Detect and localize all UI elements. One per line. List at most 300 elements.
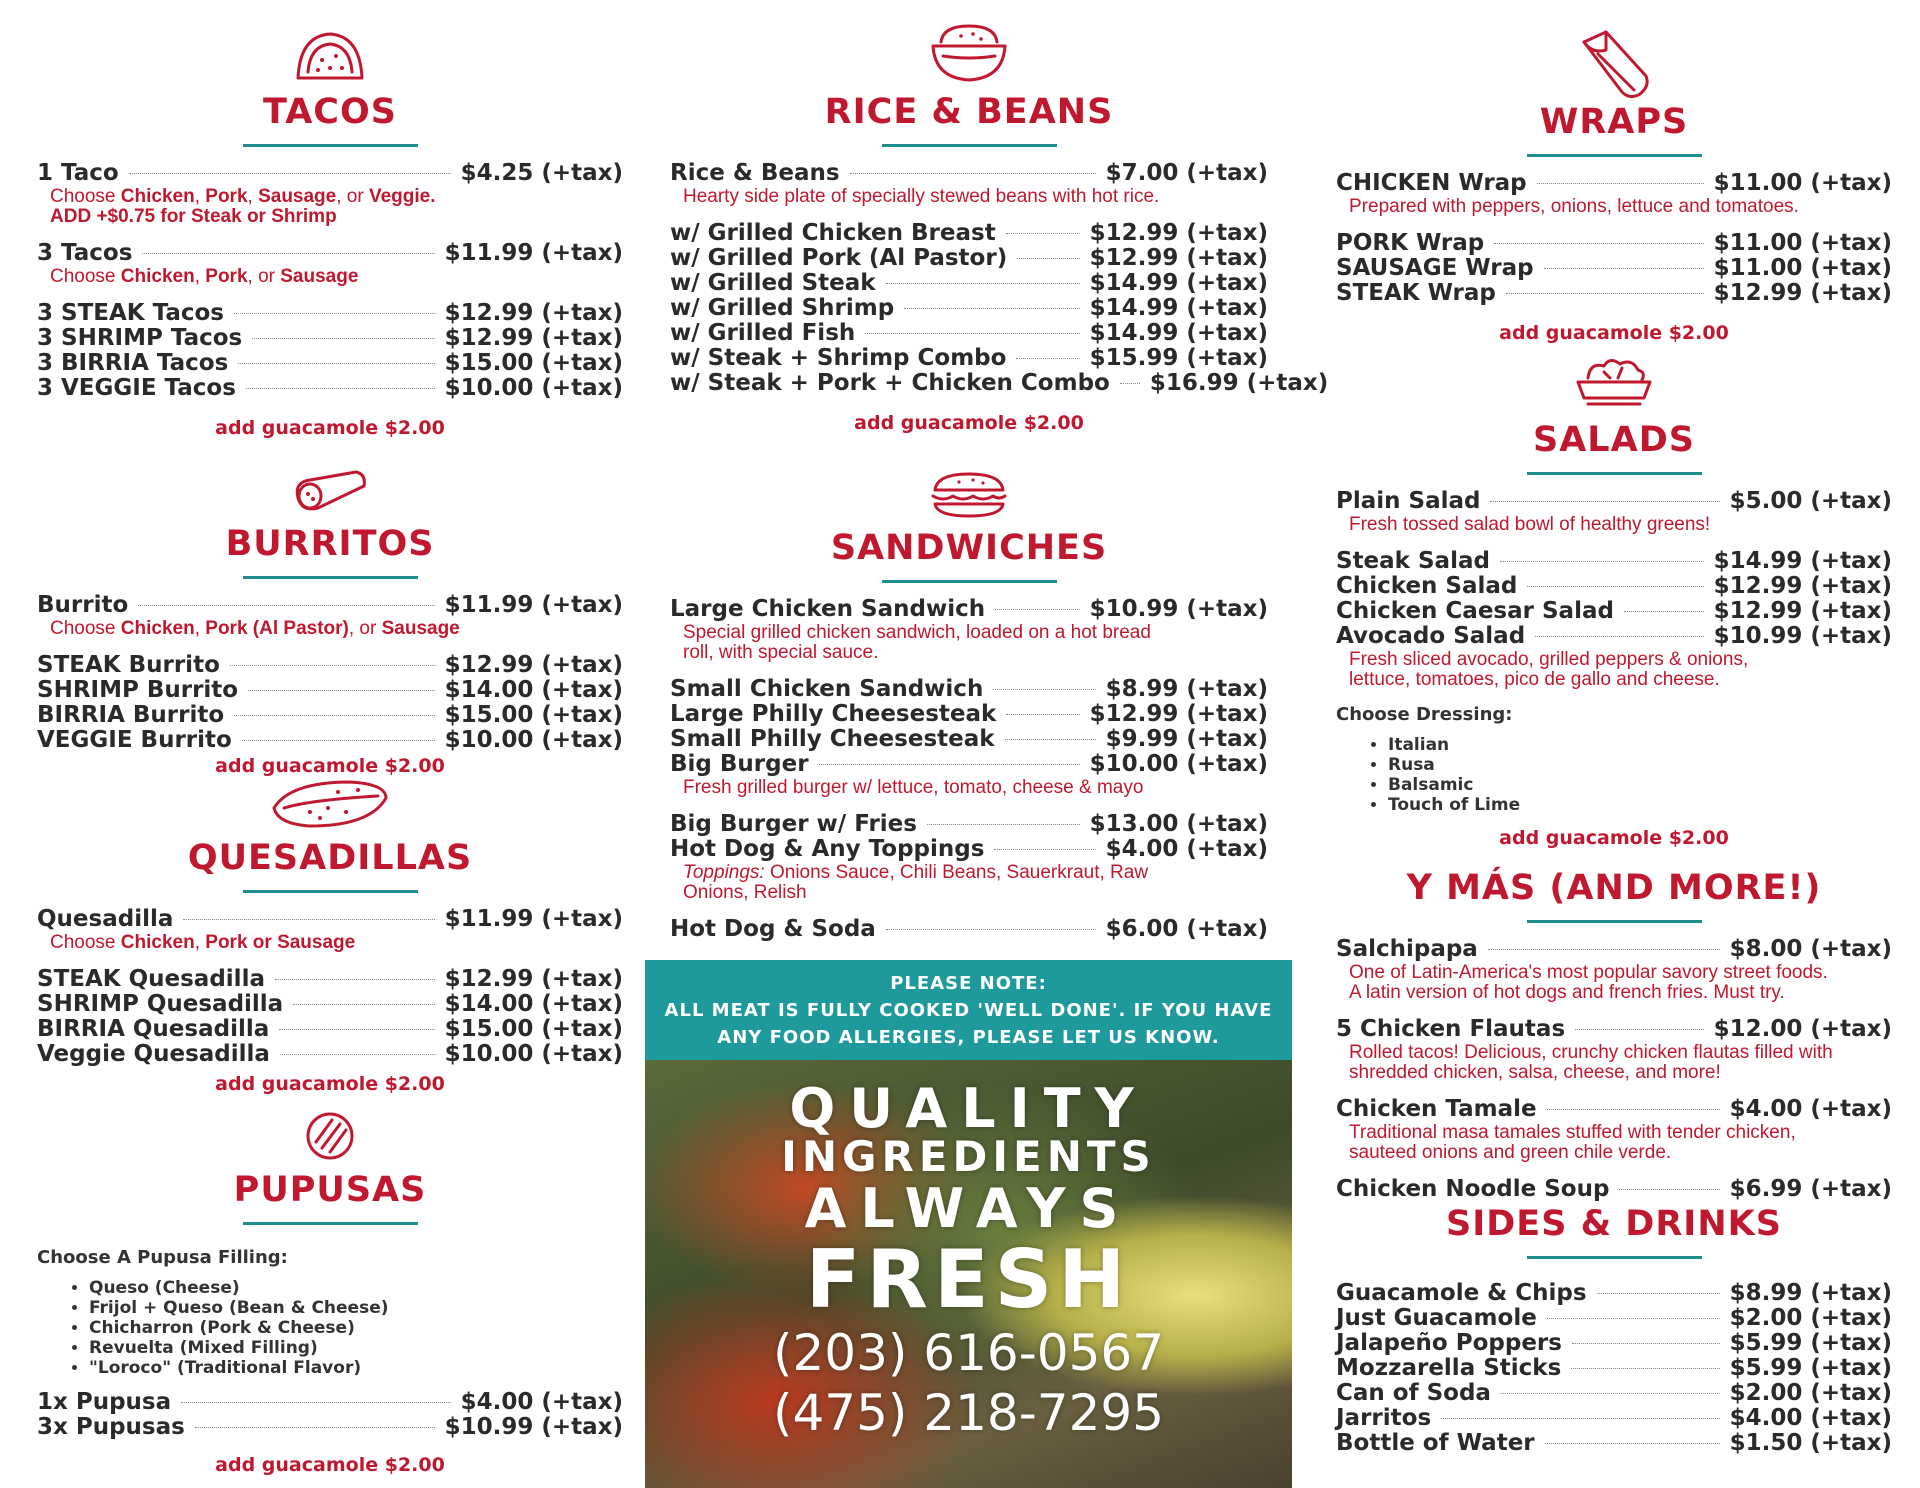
desc-text: ,: [247, 186, 259, 207]
item-price: $13.00 (+tax): [1089, 811, 1268, 837]
dot-leader: [181, 1402, 450, 1403]
menu-item: [1336, 1177, 1892, 1202]
item-name: CHICKEN Wrap: [1336, 170, 1527, 196]
item-price: $10.00 (+tax): [444, 375, 623, 401]
option: Sausage: [280, 266, 359, 287]
dot-leader: [275, 979, 435, 980]
desc-text: , or: [336, 186, 369, 207]
quesadilla-icon: [270, 778, 390, 830]
option: Pork (Al Pastor): [205, 618, 349, 639]
item-name: Rice & Beans: [670, 160, 840, 186]
desc-text: ,: [194, 932, 206, 953]
item-price: $4.00 (+tax): [1105, 836, 1268, 862]
option: Pork: [205, 266, 248, 287]
dot-leader: [246, 388, 435, 389]
option: Chicken: [120, 266, 195, 287]
section-title: QUESADILLAS: [187, 838, 473, 878]
menu-item: [37, 593, 623, 618]
desc-text: Choose: [50, 186, 121, 207]
option: Sausage: [381, 618, 460, 639]
item-name: Chicken Salad: [1336, 573, 1518, 599]
item-name: Small Chicken Sandwich: [670, 676, 984, 702]
item-name: Can of Soda: [1336, 1380, 1491, 1406]
item-description: [37, 187, 623, 227]
dot-leader: [865, 333, 1079, 334]
item-price: $8.00 (+tax): [1729, 936, 1892, 962]
item-description: [37, 267, 623, 287]
menu-item: [1336, 574, 1892, 599]
item-name: Quesadilla: [37, 906, 174, 932]
phone-number[interactable]: (203) 616-0567: [772, 1324, 1165, 1382]
desc-line: One of Latin-America's most popular savory street foods.: [1349, 962, 1828, 983]
menu-item: [37, 1415, 623, 1440]
sandwiches-section: [670, 470, 1268, 942]
dot-leader: [1572, 1343, 1720, 1344]
dot-leader: [1494, 243, 1703, 244]
section-divider: [243, 576, 418, 579]
item-price: $11.99 (+tax): [444, 592, 623, 618]
dressing-label: Choose Dressing:: [1336, 704, 1513, 725]
item-price: $11.00 (+tax): [1713, 230, 1892, 256]
desc-line: Onions, Relish: [683, 882, 807, 903]
item-name: Hot Dog & Any Toppings: [670, 836, 985, 862]
item-name: SHRIMP Burrito: [37, 677, 239, 703]
menu-item: [37, 703, 623, 728]
more-section: [1336, 868, 1892, 1202]
notice-line: ALL MEAT IS FULLY COOKED 'WELL DONE'. IF YOU HAVE: [664, 1000, 1273, 1021]
desc-text: Choose: [50, 266, 121, 287]
item-price: $5.99 (+tax): [1729, 1355, 1892, 1381]
dot-leader: [195, 1427, 435, 1428]
item-name: w/ Grilled Chicken Breast: [670, 220, 996, 246]
item-price: $11.99 (+tax): [444, 240, 623, 266]
dot-leader: [1017, 258, 1079, 259]
dot-leader: [886, 283, 1080, 284]
menu-item: [670, 702, 1268, 727]
dot-leader: [1537, 183, 1704, 184]
dot-leader: [850, 173, 1096, 174]
item-description: [670, 623, 1268, 663]
dot-leader: [142, 253, 434, 254]
promo-line: INGREDIENTS: [781, 1132, 1156, 1181]
item-price: $5.99 (+tax): [1729, 1330, 1892, 1356]
item-price: $11.00 (+tax): [1713, 170, 1892, 196]
item-price: $4.25 (+tax): [460, 160, 623, 186]
menu-item: [670, 597, 1268, 622]
item-name: Veggie Quesadilla: [37, 1041, 270, 1067]
section-title: SANDWICHES: [830, 528, 1108, 568]
item-description: [37, 933, 623, 953]
desc-text: Choose: [50, 618, 121, 639]
item-name: Plain Salad: [1336, 488, 1481, 514]
dot-leader: [230, 665, 435, 666]
item-price: $11.00 (+tax): [1713, 255, 1892, 281]
dot-leader: [238, 363, 434, 364]
item-price: $2.00 (+tax): [1729, 1380, 1892, 1406]
menu-item: [37, 653, 623, 678]
promo-line: ALWAYS: [804, 1177, 1133, 1240]
item-price: $12.99 (+tax): [1089, 701, 1268, 727]
item-price: $10.00 (+tax): [444, 1041, 623, 1067]
dot-leader: [1545, 1443, 1720, 1444]
item-price: $12.99 (+tax): [444, 325, 623, 351]
item-name: STEAK Quesadilla: [37, 966, 265, 992]
sides-drinks-section: [1336, 1204, 1892, 1456]
menu-item: [1336, 489, 1892, 514]
quesadillas-section: [37, 778, 623, 1095]
item-price: $7.00 (+tax): [1105, 160, 1268, 186]
menu-item: [670, 370, 1329, 396]
item-name: Large Chicken Sandwich: [670, 596, 986, 622]
list-item: • Frijol + Queso (Bean & Cheese): [89, 1298, 623, 1318]
menu-item: [670, 221, 1268, 246]
option: Pork or Sausage: [205, 932, 356, 953]
menu-item: [1336, 1097, 1892, 1122]
desc-line: Onions Sauce, Chili Beans, Sauerkraut, Raw: [764, 862, 1149, 883]
item-price: $14.99 (+tax): [1089, 295, 1268, 321]
item-price: $14.99 (+tax): [1089, 320, 1268, 346]
menu-item: [37, 326, 623, 351]
item-price: $14.99 (+tax): [1713, 548, 1892, 574]
option: Veggie.: [368, 186, 436, 207]
desc-text: , or: [247, 266, 281, 287]
item-price: $15.00 (+tax): [444, 702, 623, 728]
desc-text: ,: [194, 186, 206, 207]
menu-item: [1336, 1406, 1892, 1431]
item-name: Big Burger w/ Fries: [670, 811, 917, 837]
item-name: Chicken Caesar Salad: [1336, 598, 1614, 624]
item-description: Fresh grilled burger w/ lettuce, tomato, cheese & mayo: [683, 777, 1144, 798]
add-on-note: ADD +$0.75 for Steak or Shrimp: [50, 206, 337, 227]
section-divider: [1527, 1256, 1702, 1259]
item-name: 3 Tacos: [37, 240, 133, 266]
list-item: • Rusa: [1388, 755, 1892, 775]
desc-line: Fresh sliced avocado, grilled peppers & onions,: [1349, 649, 1749, 670]
item-name: VEGGIE Burrito: [37, 727, 232, 753]
item-price: $15.00 (+tax): [444, 1016, 623, 1042]
pupusas-section: [37, 1110, 623, 1476]
item-name: SAUSAGE Wrap: [1336, 255, 1534, 281]
item-description: [1336, 1123, 1892, 1163]
item-description: [670, 863, 1268, 903]
menu-item: [1336, 1306, 1892, 1331]
menu-item: [670, 917, 1268, 942]
option: Chicken: [120, 186, 195, 207]
food-photo-promo: [645, 1060, 1292, 1488]
section-title: SIDES & DRINKS: [1446, 1204, 1782, 1244]
dot-leader: [1006, 714, 1079, 715]
item-price: $1.50 (+tax): [1729, 1430, 1892, 1456]
item-name: Chicken Noodle Soup: [1336, 1176, 1610, 1202]
sandwich-icon: [929, 470, 1009, 520]
item-price: $16.99 (+tax): [1149, 370, 1329, 396]
section-divider: [882, 580, 1057, 583]
filling-list: [37, 1278, 623, 1378]
section-divider: [243, 144, 418, 147]
item-name: w/ Steak + Pork + Chicken Combo: [670, 370, 1110, 396]
option: Chicken: [120, 618, 195, 639]
dot-leader: [904, 308, 1079, 309]
item-name: Bottle of Water: [1336, 1430, 1535, 1456]
desc-line: shredded chicken, salsa, cheese, and more!: [1349, 1062, 1721, 1083]
section-divider: [243, 1222, 418, 1225]
section-title: RICE & BEANS: [824, 92, 1114, 132]
item-name: 5 Chicken Flautas: [1336, 1016, 1566, 1042]
item-name: STEAK Burrito: [37, 652, 220, 678]
menu-item: [1336, 599, 1892, 624]
section-title: PUPUSAS: [233, 1170, 427, 1210]
item-name: Big Burger: [670, 751, 809, 777]
dot-leader: [1441, 1418, 1719, 1419]
item-name: Steak Salad: [1336, 548, 1490, 574]
notice-line: ANY FOOD ALLERGIES, PLEASE LET US KNOW.: [717, 1027, 1220, 1048]
dot-leader: [995, 609, 1079, 610]
menu-item: [37, 907, 623, 932]
section-divider: [243, 890, 418, 893]
dot-leader: [1619, 1189, 1719, 1190]
section-title: TACOS: [263, 92, 397, 132]
item-price: $14.99 (+tax): [1089, 270, 1268, 296]
filling-label: Choose A Pupusa Filling:: [37, 1247, 288, 1268]
allergy-notice: [645, 960, 1292, 1060]
item-price: $8.99 (+tax): [1105, 676, 1268, 702]
item-name: BIRRIA Quesadilla: [37, 1016, 270, 1042]
item-price: $12.99 (+tax): [1713, 280, 1892, 306]
dot-leader: [1506, 293, 1704, 294]
section-title: Y MÁS (AND MORE!): [1406, 868, 1822, 908]
menu-item: [1336, 937, 1892, 962]
list-item: • Touch of Lime: [1388, 795, 1892, 815]
item-name: PORK Wrap: [1336, 230, 1485, 256]
item-name: Guacamole & Chips: [1336, 1280, 1587, 1306]
menu-item: [670, 677, 1268, 702]
item-price: $10.00 (+tax): [1089, 751, 1268, 777]
item-name: 3 STEAK Tacos: [37, 300, 224, 326]
menu-item: [670, 271, 1268, 296]
item-price: $14.00 (+tax): [444, 677, 623, 703]
item-name: STEAK Wrap: [1336, 280, 1496, 306]
item-description: [1336, 1043, 1892, 1083]
menu-item: [1336, 549, 1892, 574]
item-name: Just Guacamole: [1336, 1305, 1537, 1331]
dot-leader: [993, 689, 1095, 690]
menu-item: [37, 1017, 623, 1042]
menu-item: [1336, 1431, 1892, 1456]
taco-icon: [292, 28, 368, 82]
desc-line: Rolled tacos! Delicious, crunchy chicken flautas filled with: [1349, 1042, 1833, 1063]
dot-leader: [1547, 1109, 1720, 1110]
guacamole-addon: add guacamole $2.00: [1499, 827, 1729, 849]
menu-item: [670, 837, 1268, 862]
menu-item: [37, 992, 623, 1017]
section-divider: [1527, 920, 1702, 923]
section-title: WRAPS: [1539, 102, 1689, 142]
item-name: 3 BIRRIA Tacos: [37, 350, 229, 376]
menu-item: [37, 728, 623, 753]
dot-leader: [1016, 358, 1079, 359]
menu-item: [670, 727, 1268, 752]
list-item: • Revuelta (Mixed Filling): [89, 1338, 623, 1358]
item-name: w/ Grilled Pork (Al Pastor): [670, 245, 1008, 271]
desc-line: A latin version of hot dogs and french fries. Must try.: [1349, 982, 1785, 1003]
item-price: $12.99 (+tax): [444, 966, 623, 992]
menu-item: [1336, 1331, 1892, 1356]
item-name: SHRIMP Quesadilla: [37, 991, 284, 1017]
option: Sausage: [258, 186, 337, 207]
item-name: w/ Steak + Shrimp Combo: [670, 345, 1007, 371]
section-title: SALADS: [1533, 420, 1695, 460]
item-description: [1336, 650, 1892, 690]
burritos-section: [37, 468, 623, 777]
guacamole-addon: add guacamole $2.00: [215, 417, 445, 439]
item-price: $4.00 (+tax): [460, 1389, 623, 1415]
menu-item: [670, 296, 1268, 321]
desc-text: ,: [194, 618, 206, 639]
dot-leader: [280, 1054, 435, 1055]
item-name: Hot Dog & Soda: [670, 916, 876, 942]
section-divider: [1527, 154, 1702, 157]
dot-leader: [234, 715, 434, 716]
menu-item: [37, 376, 623, 401]
dot-leader: [1005, 739, 1096, 740]
dot-leader: [279, 1029, 434, 1030]
item-name: Burrito: [37, 592, 129, 618]
item-description: [1336, 963, 1892, 1003]
dot-leader: [1544, 268, 1704, 269]
menu-item: [670, 321, 1268, 346]
item-description: Fresh tossed salad bowl of healthy greens!: [1349, 514, 1711, 535]
desc-line: roll, with special sauce.: [683, 642, 879, 663]
menu-item: [1336, 1381, 1892, 1406]
menu-item: [37, 161, 623, 186]
dot-leader: [1547, 1318, 1720, 1319]
wraps-section: [1336, 28, 1892, 344]
menu-item: [1336, 231, 1892, 256]
guacamole-addon: add guacamole $2.00: [215, 755, 445, 777]
dot-leader: [927, 824, 1080, 825]
item-price: $12.99 (+tax): [444, 300, 623, 326]
item-price: $11.99 (+tax): [444, 906, 623, 932]
dot-leader: [293, 1004, 434, 1005]
desc-line: sauteed onions and green chile verde.: [1349, 1142, 1672, 1163]
burrito-icon: [290, 468, 370, 514]
item-name: 3 VEGGIE Tacos: [37, 375, 236, 401]
item-price: $10.00 (+tax): [444, 727, 623, 753]
item-price: $4.00 (+tax): [1729, 1405, 1892, 1431]
desc-line: Special grilled chicken sandwich, loaded on a hot bread: [683, 622, 1151, 643]
item-price: $14.00 (+tax): [444, 991, 623, 1017]
rice-bowl-icon: [929, 22, 1009, 86]
desc-text: Choose: [50, 932, 121, 953]
dot-leader: [1120, 383, 1140, 384]
promo-line: QUALITY: [789, 1077, 1148, 1140]
dot-leader: [1006, 233, 1080, 234]
phone-number[interactable]: (475) 218-7295: [772, 1384, 1165, 1442]
dot-leader: [183, 919, 434, 920]
item-name: 1x Pupusa: [37, 1389, 172, 1415]
dot-leader: [1624, 611, 1704, 612]
dot-leader: [252, 338, 434, 339]
guacamole-addon: add guacamole $2.00: [854, 412, 1084, 434]
section-divider: [882, 144, 1057, 147]
salad-bowl-icon: [1574, 356, 1654, 416]
option: Chicken: [120, 932, 195, 953]
item-price: $12.99 (+tax): [1713, 598, 1892, 624]
item-price: $10.99 (+tax): [1089, 596, 1268, 622]
dot-leader: [234, 313, 435, 314]
menu-item: [1336, 171, 1892, 196]
dot-leader: [886, 929, 1096, 930]
guacamole-addon: add guacamole $2.00: [215, 1073, 445, 1095]
item-price: $10.99 (+tax): [1713, 623, 1892, 649]
item-price: $12.99 (+tax): [1089, 220, 1268, 246]
guacamole-addon: add guacamole $2.00: [215, 1454, 445, 1476]
dot-leader: [1571, 1368, 1719, 1369]
item-price: $12.99 (+tax): [444, 652, 623, 678]
item-name: Avocado Salad: [1336, 623, 1526, 649]
dressing-list: [1336, 735, 1892, 815]
dot-leader: [1501, 1393, 1720, 1394]
dot-leader: [1500, 561, 1704, 562]
dot-leader: [248, 690, 434, 691]
dot-leader: [129, 173, 451, 174]
item-price: $10.99 (+tax): [444, 1414, 623, 1440]
item-name: 3 SHRIMP Tacos: [37, 325, 243, 351]
dot-leader: [1535, 636, 1703, 637]
dot-leader: [138, 605, 434, 606]
option: Pork: [205, 186, 248, 207]
item-price: $12.00 (+tax): [1713, 1016, 1892, 1042]
item-name: 1 Taco: [37, 160, 119, 186]
item-description: [37, 619, 623, 639]
desc-line: lettuce, tomatoes, pico de gallo and cheese.: [1349, 669, 1720, 690]
menu-item: [37, 301, 623, 326]
wrap-icon: [1576, 28, 1652, 102]
item-name: w/ Grilled Shrimp: [670, 295, 895, 321]
dot-leader: [994, 849, 1095, 850]
menu-item: [1336, 281, 1892, 306]
dot-leader: [1597, 1293, 1720, 1294]
section-divider: [1527, 472, 1702, 475]
item-price: $15.99 (+tax): [1089, 345, 1268, 371]
notice-heading: PLEASE NOTE:: [890, 973, 1047, 994]
menu-item: [37, 1390, 623, 1415]
item-price: $2.00 (+tax): [1729, 1305, 1892, 1331]
item-name: Jalapeño Poppers: [1336, 1330, 1562, 1356]
list-item: • Chicharron (Pork & Cheese): [89, 1318, 623, 1338]
item-name: Large Philly Cheesesteak: [670, 701, 997, 727]
menu-item: [670, 246, 1268, 271]
list-item: • Queso (Cheese): [89, 1278, 623, 1298]
item-price: $4.00 (+tax): [1729, 1096, 1892, 1122]
item-name: Chicken Tamale: [1336, 1096, 1537, 1122]
pupusa-icon: [302, 1110, 358, 1162]
desc-line: Traditional masa tamales stuffed with tender chicken,: [1349, 1122, 1796, 1143]
menu-item: [1336, 624, 1892, 649]
item-name: Mozzarella Sticks: [1336, 1355, 1562, 1381]
dot-leader: [1575, 1029, 1703, 1030]
item-name: BIRRIA Burrito: [37, 702, 225, 728]
menu-item: [1336, 1017, 1892, 1042]
item-description: Hearty side plate of specially stewed beans with hot rice.: [683, 186, 1160, 207]
item-price: $9.99 (+tax): [1105, 726, 1268, 752]
menu-item: [37, 241, 623, 266]
menu-item: [670, 812, 1268, 837]
item-name: w/ Grilled Steak: [670, 270, 876, 296]
dot-leader: [819, 764, 1080, 765]
guacamole-addon: add guacamole $2.00: [1499, 322, 1729, 344]
desc-text: ,: [194, 266, 206, 287]
